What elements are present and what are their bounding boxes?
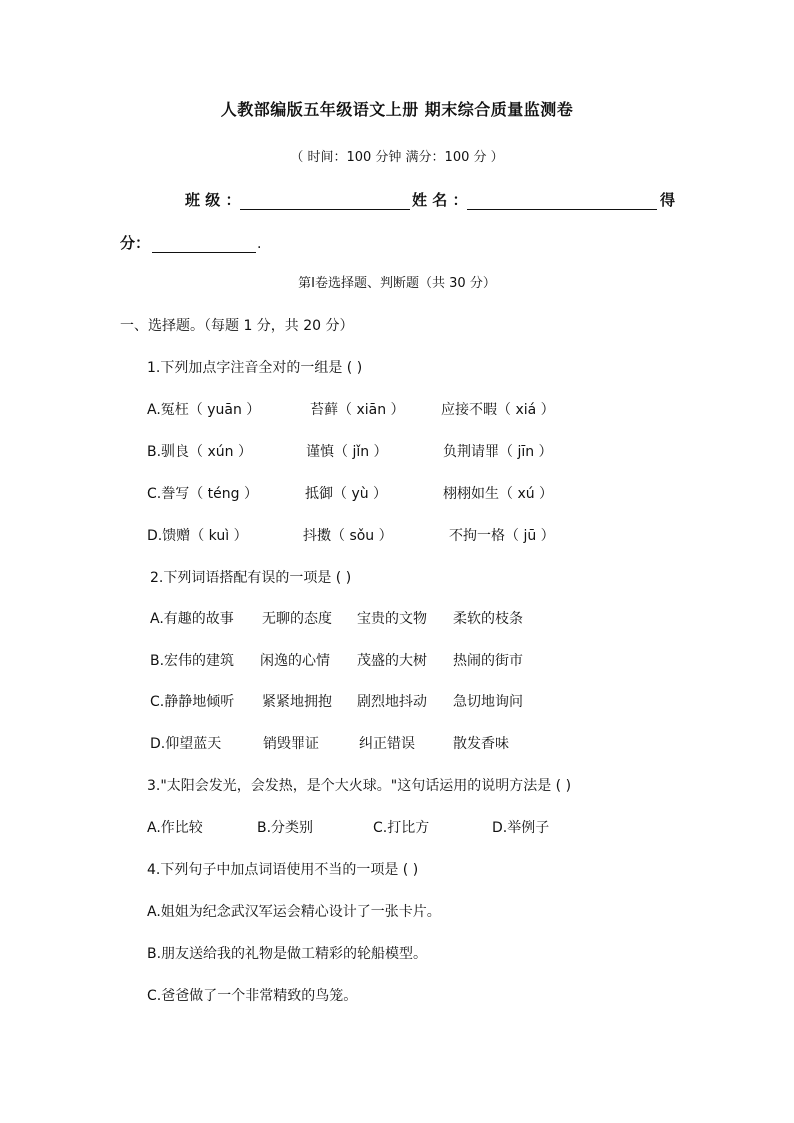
class-field-line[interactable] xyxy=(240,209,410,210)
part1-heading: 一、选择题。（每题 1 分，共 20 分） xyxy=(120,318,354,334)
score-label-part1: 得 xyxy=(660,191,676,209)
q2-option-d-4: 散发香味 xyxy=(453,736,509,752)
q2-option-d-1: D.仰望蓝天 xyxy=(150,736,222,752)
q2-option-a-4: 柔软的枝条 xyxy=(453,611,523,627)
q2-option-c-4: 急切地询问 xyxy=(453,694,523,710)
q1-option-a-2: 苔藓（ xiān ） xyxy=(310,402,405,418)
exam-title: 人教部编版五年级语文上册 期末综合质量监测卷 xyxy=(220,100,574,119)
q2-option-a-2: 无聊的态度 xyxy=(262,611,332,627)
q4-option-c: C.爸爸做了一个非常精致的鸟笼。 xyxy=(147,988,358,1004)
q1-option-c-2: 抵御（ yù ） xyxy=(305,486,388,502)
q1-stem: 1.下列加点字注音全对的一组是 ( ) xyxy=(147,360,363,376)
class-label: 班 级 ： xyxy=(185,191,241,209)
q2-option-a-3: 宝贵的文物 xyxy=(357,611,427,627)
q2-option-b-2: 闲逸的心情 xyxy=(260,653,330,669)
q2-option-c-2: 紧紧地拥抱 xyxy=(262,694,332,710)
q2-option-b-4: 热闹的街市 xyxy=(453,653,523,669)
q2-stem: 2.下列词语搭配有误的一项是 ( ) xyxy=(150,570,352,586)
q1-option-d-2: 抖擞（ sǒu ） xyxy=(303,528,393,544)
q3-option-c: C.打比方 xyxy=(373,820,430,836)
score-end-dot: . xyxy=(257,236,262,252)
time-info: （ 时间：100 分钟 满分：100 分 ） xyxy=(290,150,504,165)
q1-option-c-1: C.誊写（ téng ） xyxy=(147,486,258,502)
q2-option-c-3: 剧烈地抖动 xyxy=(357,694,427,710)
q4-option-b: B.朋友送给我的礼物是做工精彩的轮船模型。 xyxy=(147,946,428,962)
q1-option-a-1: A.冤枉（ yuān ） xyxy=(147,402,261,418)
name-label: 姓 名 ： xyxy=(412,191,468,209)
score-label-part2: 分： xyxy=(120,234,151,252)
q2-option-b-1: B.宏伟的建筑 xyxy=(150,653,235,669)
q1-option-c-3: 栩栩如生（ xú ） xyxy=(443,486,554,502)
section-title: 第Ⅰ卷选择题、判断题（共 30 分） xyxy=(298,276,496,291)
q2-option-d-3: 纠正错误 xyxy=(359,736,415,752)
q2-option-c-1: C.静静地倾听 xyxy=(150,694,235,710)
q3-option-b: B.分类别 xyxy=(257,820,314,836)
q4-stem: 4.下列句子中加点词语使用不当的一项是 ( ) xyxy=(147,862,419,878)
q1-option-b-1: B.驯良（ xún ） xyxy=(147,444,252,460)
q2-option-d-2: 销毁罪证 xyxy=(263,736,319,752)
q4-option-a: A.姐姐为纪念武汉军运会精心设计了一张卡片。 xyxy=(147,904,441,920)
name-field-line[interactable] xyxy=(467,209,657,210)
q1-option-d-1: D.馈赠（ kuì ） xyxy=(147,528,248,544)
q2-option-b-3: 茂盛的大树 xyxy=(357,653,427,669)
q1-option-a-3: 应接不暇（ xiá ） xyxy=(441,402,555,418)
q3-option-d: D.举例子 xyxy=(492,820,550,836)
q3-stem: 3."太阳会发光，会发热，是个大火球。"这句话运用的说明方法是 ( ) xyxy=(147,778,572,794)
q1-option-b-2: 谨慎（ jǐn ） xyxy=(306,444,388,460)
q3-option-a: A.作比较 xyxy=(147,820,203,836)
score-field-line[interactable] xyxy=(152,252,256,253)
q2-option-a-1: A.有趣的故事 xyxy=(150,611,234,627)
q1-option-b-3: 负荆请罪（ jīn ） xyxy=(443,444,553,460)
q1-option-d-3: 不拘一格（ jū ） xyxy=(449,528,555,544)
